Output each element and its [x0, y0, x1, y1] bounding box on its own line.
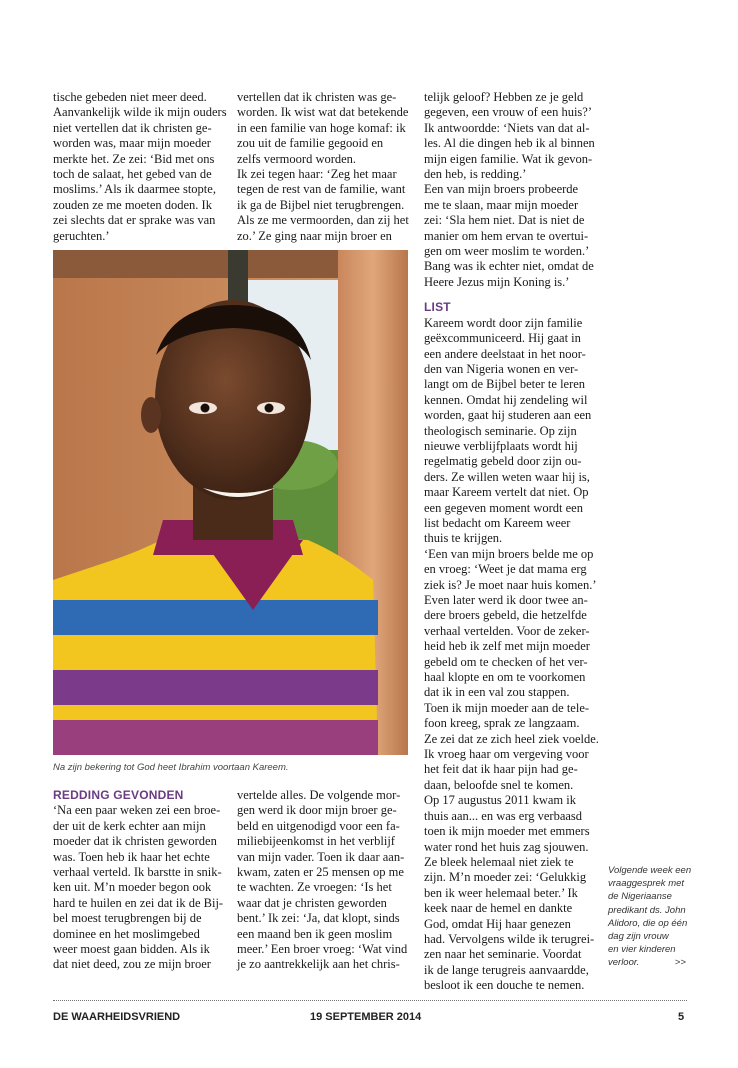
text-line: Ze bleek helemaal niet ziek te	[424, 854, 574, 869]
photo-caption: Na zijn bekering tot God heet Ibrahim voortaan Kareem.	[53, 762, 289, 773]
text-line: regelmatig gebeld door zijn ou-	[424, 454, 582, 469]
text-line: verhaal vertelden. Voor de zeker-	[424, 623, 590, 638]
text-line: ben ik weer helemaal beter.’ Ik	[424, 885, 578, 900]
text-line: ders. Ze willen weten waar hij is,	[424, 469, 590, 484]
text-line: heid heb ik zelf met mijn moeder	[424, 639, 590, 654]
text-line: worden. Ik wist wat dat betekende	[237, 105, 409, 120]
text-line: Op 17 augustus 2011 kwam ik	[424, 793, 576, 808]
text-line: manier om hem ervan te overtui-	[424, 228, 589, 243]
text-line: je zo aantrekkelijk aan het chris-	[237, 957, 400, 972]
text-line: thuis aan... en was erg verbaasd	[424, 808, 583, 823]
text-line: geëxcommuniceerd. Hij gaat in	[424, 331, 581, 346]
sidenote-line: Alidoro, die op één	[608, 917, 688, 929]
text-line: daan, beloofde snel te komen.	[424, 777, 574, 792]
text-line: langt om de Bijbel beter te leren	[424, 377, 586, 392]
footer-magazine-name: DE WAARHEIDSVRIEND	[53, 1011, 181, 1023]
portrait-illustration	[53, 250, 408, 755]
text-line: haal klopte en om te voorkomen	[424, 670, 586, 685]
text-line: het feit dat ik haar pijn had ge-	[424, 762, 578, 777]
text-line: tegen de rest van de familie, want	[237, 182, 406, 197]
text-line: water rond het huis zag sjouwen.	[424, 839, 589, 854]
text-line: moeder dat ik christen geworden	[53, 834, 217, 849]
text-line: Een van mijn broers probeerde	[424, 182, 579, 197]
text-line: en vroeg: ‘Weet je dat mama erg	[424, 562, 587, 577]
text-line: een gegeven moment wordt een	[424, 500, 583, 515]
text-line: Bang was ik echter niet, omdat de	[424, 259, 594, 274]
text-line: bent.’ Ik zei: ‘Ja, dat klopt, sinds	[237, 911, 400, 926]
text-line: ik ga de Bijbel niet terugbrengen.	[237, 197, 405, 212]
text-line: telijk geloof? Hebben ze je geld	[424, 90, 584, 104]
text-line: Ik antwoordde: ‘Niets van dat al-	[424, 120, 590, 135]
text-line: geruchten.’	[53, 228, 110, 243]
text-line: God, omdat Hij haar genezen	[424, 916, 571, 931]
text-line: zelfs vermoord worden.	[237, 151, 357, 166]
column-3	[424, 90, 624, 994]
next-week-sidenote	[608, 864, 718, 970]
text-line: theologisch seminarie. Op zijn	[424, 423, 577, 438]
text-line: dat ik in een val zou stappen.	[424, 685, 570, 700]
text-line: zen naar het seminarie. Voordat	[424, 947, 582, 962]
column-2-top	[237, 90, 419, 244]
sidenote-line: vraaggesprek met	[608, 878, 685, 890]
text-line: ‘Een van mijn broers belde me op	[424, 546, 594, 561]
text-line: den van Nigeria wonen en ver-	[424, 361, 579, 376]
portrait-photo	[53, 250, 408, 755]
text-line: les. Al die dingen heb ik al binnen	[424, 136, 595, 151]
text-line: gen om weer moslim te worden.’	[424, 244, 590, 259]
text-line: vertelde alles. De volgende mor-	[237, 788, 401, 802]
text-line: merkte het. Ze zei: ‘Bid met ons	[53, 151, 215, 166]
section-heading-list: LIST	[424, 300, 451, 315]
column-1-bottom	[53, 788, 233, 973]
text-line: toch de salaat, het gebed van de	[53, 167, 212, 182]
text-line: worden, gaat hij studeren aan een	[424, 408, 592, 423]
text-line: waar dat je christen geworden	[237, 895, 387, 910]
text-line: beld en uitgenodigd voor een fa-	[237, 818, 400, 833]
text-line: Ik vroeg haar om vergeving voor	[424, 747, 589, 762]
text-line: ik de lange terugreis aanvaardde,	[424, 962, 589, 977]
text-line: zei: ‘Sla hem niet. Dat is niet de	[424, 213, 585, 228]
text-line: Ik zei tegen haar: ‘Zeg het maar	[237, 167, 397, 182]
text-line: Aanvankelijk wilde ik mijn ouders	[53, 105, 227, 120]
text-line: een andere deelstaat in het noor-	[424, 346, 586, 361]
text-line: gen werd ik door mijn broer ge-	[237, 803, 397, 818]
text-line: maar Kareem vertelt dat niet. Op	[424, 485, 589, 500]
text-line: dere broers gebeld, die hetzelfde	[424, 608, 587, 623]
text-line: Toen ik mijn moeder aan de tele-	[424, 700, 590, 715]
text-line: een maand ben ik geen moslim	[237, 926, 393, 941]
sidenote-line: predikant ds. John	[608, 904, 686, 916]
text-line: weer moest gaan bidden. Als ik	[53, 942, 210, 957]
sidenote-line: en vier kinderen	[608, 944, 676, 956]
continue-arrow-icon: >>	[674, 957, 686, 969]
text-line: zou uit de familie gegooid en	[237, 136, 384, 151]
text-line: dat niet deed, zou ze mijn broer	[53, 957, 211, 972]
text-line: foon kreeg, sprak ze langzaam.	[424, 716, 580, 731]
text-line: der uit de kerk echter aan mijn	[53, 818, 206, 833]
section-heading-redding: REDDING GEVONDEN	[53, 788, 184, 802]
footer-date: 19 SEPTEMBER 2014	[310, 1011, 422, 1023]
text-line: Als ze me vermoorden, dan zij het	[237, 213, 409, 228]
text-line: mijn eigen familie. Wat ik gevon-	[424, 151, 593, 166]
text-line: kennen. Omdat hij zendeling wil	[424, 392, 588, 407]
text-line: in een familie van hoge komaf: ik	[237, 120, 406, 135]
text-line: me te slaan, maar mijn moeder	[424, 197, 579, 212]
text-line: Kareem wordt door zijn familie	[424, 315, 583, 330]
text-line: hard te huilen en zei dat ik de Bij-	[53, 895, 224, 910]
text-line: miliebijeenkomst in het verblijf	[237, 834, 395, 849]
text-line: tische gebeden niet meer deed.	[53, 90, 207, 104]
text-line: dominee en het moslimgebed	[53, 926, 200, 941]
column-1-top	[53, 90, 233, 244]
text-line: den heb, is redding.’	[424, 167, 527, 182]
text-line: meer.’ Een broer vroeg: ‘Wat vind	[237, 942, 408, 957]
text-line: Ze zei dat ze zich heel ziek voelde.	[424, 731, 599, 746]
text-line: besloot ik een douche te nemen.	[424, 978, 585, 993]
sidenote-line	[608, 956, 686, 969]
column-2-bottom	[237, 788, 419, 973]
text-line: te wachten. Ze vroegen: ‘Is het	[237, 880, 392, 895]
text-line: zei slechts dat er sprake was van	[53, 213, 216, 228]
text-line: nieuwe verblijfplaats wordt hij	[424, 438, 578, 453]
list-section-body	[424, 316, 624, 994]
text-line: ken uit. M’n moeder begon ook	[53, 880, 212, 895]
text-line: vertellen dat ik christen was ge-	[237, 90, 397, 104]
text-line: Even later werd ik door twee an-	[424, 593, 588, 607]
text-line: verhaal verteld. Ik barstte in snik-	[53, 865, 222, 880]
text-line: Heere Jezus mijn Koning is.’	[424, 274, 570, 289]
text-line: list bedacht om Kareem weer	[424, 515, 571, 530]
text-line: had. Vervolgens wilde ik terugrei-	[424, 931, 595, 946]
text-line: toen ik mijn moeder met emmers	[424, 824, 590, 839]
text-line: ziek is? Je moet naar huis komen.’	[424, 577, 597, 592]
text-line: gegeven, een vrouw of een huis?’	[424, 105, 592, 120]
text-line: gebeld om te checken of het ver-	[424, 654, 588, 669]
text-line: ‘Na een paar weken zei een broe-	[53, 803, 221, 818]
page-number: 5	[678, 1011, 685, 1023]
text-line: zo.’ Ze ging naar mijn broer en	[237, 228, 392, 243]
sidenote-line: dag zijn vrouw	[608, 931, 669, 943]
footer-divider	[53, 1000, 687, 1001]
text-line: bel moest terugbrengen bij de	[53, 911, 202, 926]
text-line: zouden ze me moeten doden. Ik	[53, 197, 212, 212]
sidenote-last-line: verloor.	[608, 957, 640, 969]
text-line: kwam, zaten er 25 mensen op me	[237, 865, 404, 880]
text-line: was. Toen heb ik haar het echte	[53, 849, 210, 864]
text-line: keek naar de hemel en dankte	[424, 901, 573, 916]
text-line: zijn. M’n moeder zei: ‘Gelukkig	[424, 870, 587, 885]
sidenote-line: Volgende week een	[608, 865, 692, 876]
text-line: van mijn vader. Toen ik daar aan-	[237, 849, 405, 864]
sidenote-line: de Nigeriaanse	[608, 891, 672, 903]
text-line: moslims.’ Als ik daarmee stopte,	[53, 182, 216, 197]
text-line: thuis te krijgen.	[424, 531, 503, 546]
text-line: niet vertellen dat ik christen ge-	[53, 120, 212, 135]
text-line: worden was, maar mijn moeder	[53, 136, 211, 151]
